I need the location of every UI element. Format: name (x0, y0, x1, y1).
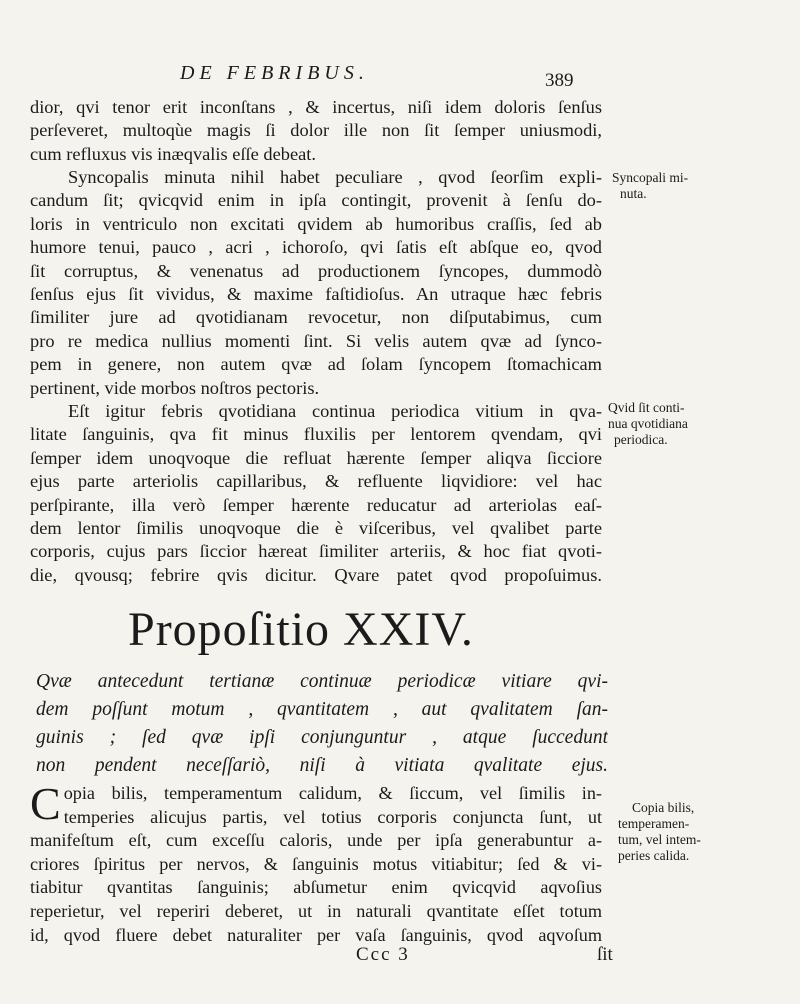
marginal-note-definition (608, 400, 718, 448)
margin-line: periodica. (614, 432, 668, 447)
signature-mark: Ccc 3 (356, 944, 410, 965)
proposition-title: Propoſitio XXIV. (128, 603, 474, 656)
margin-line: nuta. (620, 186, 647, 201)
text-line: temperies alicujus partis, vel totius corporis conjuncta ſunt, ut (63, 806, 602, 827)
paragraph-syncopalis (30, 166, 602, 400)
text-line: criores ſpiritus per nervos, & ſanguinis motus vitiabitur; ſed & vi- (30, 853, 602, 874)
text-line: dior, qvi tenor erit inconſtans , & incertus, niſi idem doloris ſenſus (30, 97, 602, 117)
text-line: Qvæ antecedunt tertianæ continuæ periodicæ vitiare qvi- (36, 671, 608, 692)
page-number: 389 (545, 70, 574, 91)
text-line: humore tenui, pauco , acri , ichoroſo, qvi ſatis eſt abſque eo, qvod (30, 237, 602, 258)
text-line: non pendent neceſſariò, niſi à vitiata qvalitate ejus. (36, 755, 608, 776)
text-line: ſemper idem unoqvoque die refluat hærente ſemper aliqva ſicciore (30, 447, 602, 468)
paragraph-continuation (30, 96, 602, 166)
margin-line: temperamen- (618, 816, 690, 831)
marginal-note-copia-bilis (618, 800, 728, 864)
margin-line: peries calida. (618, 848, 690, 863)
text-line: Syncopalis minuta nihil habet peculiare , qvod ſeorſim expli- (68, 167, 602, 187)
margin-line: nua qvotidiana (608, 416, 688, 431)
text-line: candum ſit; qvicqvid enim in ipſa contingit, provenit à ſenſu do- (30, 190, 602, 211)
margin-line: Syncopali mi- (612, 170, 689, 185)
text-line: perſeveret, multoqùe magis ſi dolor ille non ſit ſemper uniusmodi, (30, 120, 602, 141)
text-line: Eſt igitur febris qvotidiana continua periodica vitium in qva- (68, 401, 602, 421)
text-line: pro re medica nullius momenti ſint. Si velis autem qvæ ad ſynco- (30, 330, 602, 351)
text-line: corporis, cujus pars ſiccior hæreat ſimiliter arteriis, & hoc fiat qvoti- (30, 541, 602, 562)
text-line: litate ſanguinis, qva fit minus fluxilis per lentorem qvendam, qvi (30, 424, 602, 445)
margin-line: Copia bilis, (632, 800, 695, 815)
text-line: ſenſus ejus ſit vividus, & maxime faſtidioſus. An utraque hæc febris (30, 284, 602, 305)
text-line: cum refluxus vis inæqvalis eſſe debeat. (30, 143, 317, 164)
proposition-statement (36, 668, 608, 780)
text-line: tiabitur qvantitas ſanguinis; abſumetur enim qvicqvid aqvoſius (30, 877, 602, 898)
running-head: DE FEBRIBUS. (180, 62, 369, 84)
text-line: loris in ventriculo non excitati qvidem ab humoribus craſſis, ſed ab (30, 213, 602, 234)
text-line: perſpirante, illa verò ſemper hærente reducatur ad arteriolas eaſ- (30, 494, 602, 515)
text-line: pem in genere, non autem qvæ ad ſolam ſyncopem ſtomachicam (30, 354, 602, 375)
text-line: dem poſſunt motum , qvantitatem , aut qvalitatem ſan- (36, 699, 608, 720)
text-line: pertinent, vide morbos noſtros pectoris. (30, 377, 320, 398)
paragraph-copia-bilis (30, 778, 602, 947)
marginal-note-syncopali (612, 170, 702, 202)
text-line: die, qvousq; febrire qvis dicitur. Qvare patet qvod propoſuimus. (30, 564, 602, 585)
margin-line: Qvid ſit conti- (608, 400, 685, 415)
text-line: reperietur, vel reperiri deberet, ut in naturali qvantitate eſſet totum (30, 900, 602, 921)
catchword: ſit (597, 944, 613, 965)
text-line: id, qvod fluere debet naturaliter per vaſa ſanguinis, qvod aqvoſum (30, 924, 602, 945)
text-line: ſit corruptus, & venenatus ad productionem ſyncopes, dummodò (30, 260, 602, 281)
margin-line: tum, vel intem- (618, 832, 701, 847)
paragraph-definition (30, 400, 602, 587)
text-line: dem lentor ſimilis unoqvoque die è viſceribus, vel qvalibet parte (30, 518, 602, 539)
text-line: manifeſtum eſt, cum exceſſu caloris, unde per ipſa generabuntur a- (30, 830, 602, 851)
text-line: ſimiliter jure ad qvotidianam revocetur, non diſputabimus, cum (30, 307, 602, 328)
text-line: guinis ; ſed qvæ ipſi conjunguntur , atque ſuccedunt (36, 727, 608, 748)
text-line: opia bilis, temperamentum calidum, & ſiccum, vel ſimilis in- (63, 783, 602, 803)
text-line: ejus parte arteriolis capillaribus, & refluente liqvidiore: vel hac (30, 471, 602, 492)
drop-cap: C (30, 778, 61, 829)
